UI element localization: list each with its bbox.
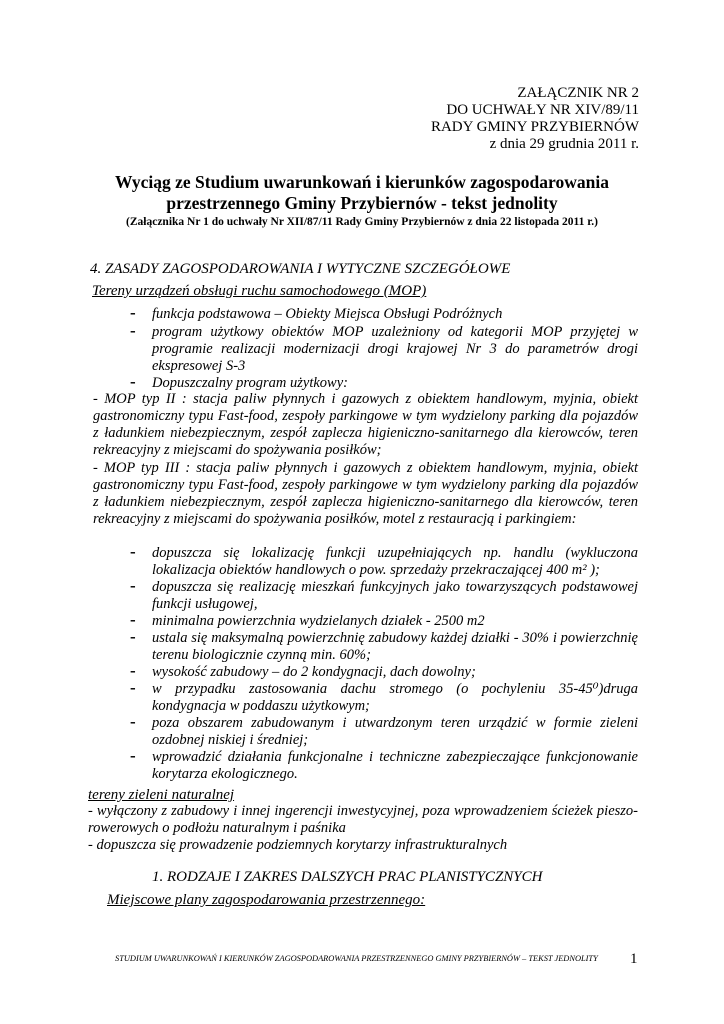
- header-line-2: DO UCHWAŁY NR XIV/89/11: [446, 102, 639, 118]
- document-title-line-2: przestrzennego Gminy Przybiernów - tekst jednolity: [166, 193, 558, 213]
- dash-bullet-icon: -: [130, 746, 136, 765]
- natural-greenery-line-2: - dopuszcza się prowadzenie podziemnych korytarzy infrastrukturalnych: [88, 837, 508, 853]
- mop-list-1: [130, 303, 638, 392]
- header-line-1: ZAŁĄCZNIK NR 2: [517, 85, 639, 101]
- mop-list-2: [130, 542, 638, 783]
- dash-bullet-icon: -: [130, 712, 136, 731]
- list-item: - wysokość zabudowy – do 2 kondygnacji, dach dowolny;: [130, 661, 476, 680]
- list-item: - dopuszcza się lokalizację funkcji uzupełniających np. handlu (wykluczona lokalizacja obiektów handlowych o pow. sprzedaży przekraczającej 400 m² );: [130, 542, 638, 578]
- dash-bullet-icon: -: [130, 678, 136, 697]
- page-footer: STUDIUM UWARUNKOWAŃ I KIERUNKÓW ZAGOSPODAROWANIA PRZESTRZENNEGO GMINY PRZYBIERNÓW – TEKST JEDNOLITY: [115, 954, 598, 963]
- mop-heading: Tereny urządzeń obsługi ruchu samochodowego (MOP): [92, 283, 427, 299]
- list-item: - w przypadku zastosowania dachu stromego (o pochyleniu 35-45⁰)druga kondygnacja w poddaszu użytkowym;: [130, 678, 638, 714]
- list-item: - ustala się maksymalną powierzchnię zabudowy każdej działki - 30% i powierzchnię terenu biologicznie czynną min. 60%;: [130, 627, 638, 663]
- dash-bullet-icon: -: [130, 627, 136, 646]
- dash-bullet-icon: -: [130, 321, 136, 340]
- mop-type-3-paragraph: - MOP typ III : stacja paliw płynnych i gazowych z obiektem handlowym, myjnia, obiekt gastronomiczny typu Fast-food, zespoły parkingowe w tym wydzielony parking dla pojazdów z ładunkiem niebezpiecznym, zespół zaplecza higieniczno-sanitarnego dla kierowców, teren rekreacyjny z miejscami do spożywania posiłków, motel z restauracją i parkingiem:: [93, 460, 638, 527]
- document-title-line-1: Wyciąg ze Studium uwarunkowań i kierunków zagospodarowania: [115, 172, 609, 192]
- dash-bullet-icon: -: [130, 303, 136, 322]
- header-line-4: z dnia 29 grudnia 2011 r.: [489, 136, 639, 152]
- mop-type-2-paragraph: - MOP typ II : stacja paliw płynnych i gazowych z obiektem handlowym, myjnia, obiekt gastronomiczny typu Fast-food, zespoły parkingowe w tym wydzielony parking dla pojazdów z ładunkiem niebezpiecznym, zespół zaplecza higieniczno-sanitarnego dla kierowców, teren rekreacyjny z miejscami do spożywania posiłków;: [93, 391, 638, 458]
- natural-greenery-heading: tereny zieleni naturalnej: [88, 787, 235, 803]
- list-item: - dopuszcza się realizację mieszkań funkcyjnych jako towarzyszących podstawowej funkcji usługowej,: [130, 576, 638, 612]
- natural-greenery-text: [88, 803, 638, 854]
- section-1-heading: 1. RODZAJE I ZAKRES DALSZYCH PRAC PLANISTYCZNYCH: [152, 869, 543, 885]
- attachment-header: [431, 85, 639, 153]
- natural-greenery-line-1: - wyłączony z zabudowy i innej ingerencji inwestycyjnej, poza wprowadzeniem ścieżek pieszo-rowerowych o podłożu naturalnym i paśnika: [88, 803, 638, 836]
- dash-bullet-icon: -: [130, 372, 136, 391]
- section-4-heading: 4. ZASADY ZAGOSPODAROWANIA I WYTYCZNE SZCZEGÓŁOWE: [90, 261, 511, 277]
- list-item: - program użytkowy obiektów MOP uzależniony od kategorii MOP przyjętej w programie realizacji modernizacji drogi krajowej Nr 3 do parametrów drogi ekspresowej S-3: [130, 321, 638, 374]
- document-title-reference: (Załącznika Nr 1 do uchwały Nr XII/87/11 Rady Gminy Przybiernów z dnia 22 listopada 2011 r.): [126, 216, 598, 228]
- dash-bullet-icon: -: [130, 542, 136, 561]
- dash-bullet-icon: -: [130, 576, 136, 595]
- list-item: - Dopuszczalny program użytkowy:: [130, 372, 348, 391]
- list-item: - funkcja podstawowa – Obiekty Miejsca Obsługi Podróżnych: [130, 303, 503, 322]
- header-line-3: RADY GMINY PRZYBIERNÓW: [430, 119, 639, 135]
- page-number: 1: [630, 951, 638, 967]
- dash-bullet-icon: -: [130, 661, 136, 680]
- local-plans-heading: Miejscowe plany zagospodarowania przestrzennego:: [107, 892, 426, 908]
- list-item: - minimalna powierzchnia wydzielanych działek - 2500 m2: [130, 610, 485, 629]
- list-item: - wprowadzić działania funkcjonalne i techniczne zabezpieczające funkcjonowanie korytarza ekologicznego.: [130, 746, 638, 782]
- list-item: - poza obszarem zabudowanym i utwardzonym teren urządzić w formie zieleni ozdobnej niskiej i średniej;: [130, 712, 638, 748]
- dash-bullet-icon: -: [130, 610, 136, 629]
